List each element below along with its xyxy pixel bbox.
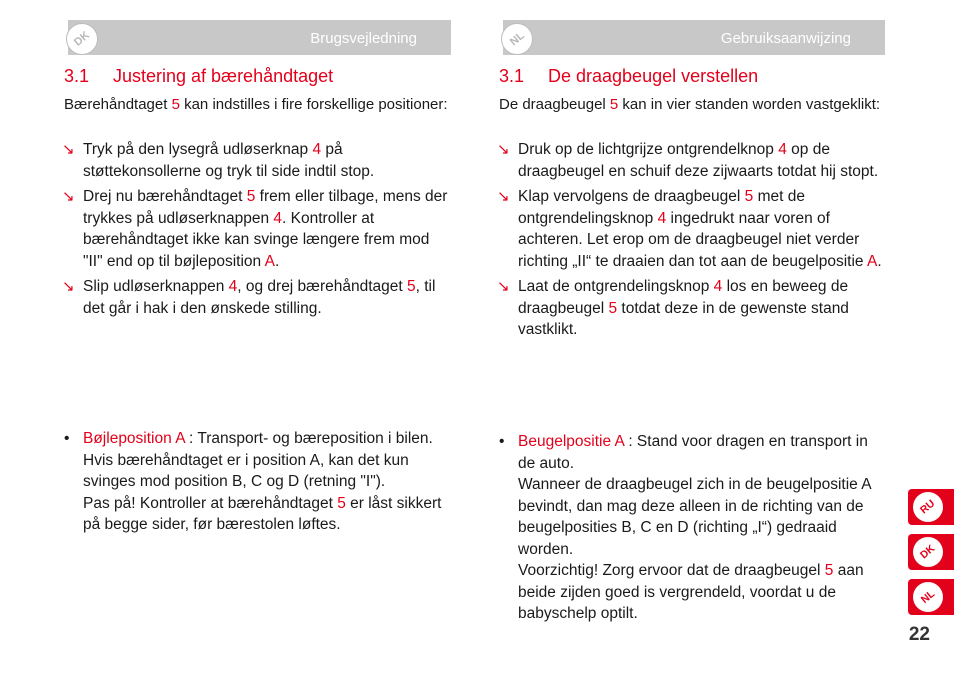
tab-dk[interactable] <box>908 534 954 570</box>
intro-text: Bærehåndtaget 5 kan indstilles i fire forskellige positioner: <box>64 96 448 113</box>
step-list <box>499 139 885 345</box>
section-title-text: Justering af bærehåndtaget <box>113 66 334 86</box>
intro-text: De draagbeugel 5 kan in vier standen worden vastgeklikt: <box>499 96 881 113</box>
language-badge: DK <box>66 23 98 55</box>
step-item: ↘ Tryk på den lysegrå udløserknap 4 på støttekonsollerne og tryk til side indtil stop. <box>62 141 375 180</box>
header-title: Gebruiksaanwijzing <box>720 30 851 47</box>
step-item: ↘ Slip udløserknappen 4, og drej bærehåndtaget 5, til det går i hak i den ønskede stilling. <box>62 278 436 317</box>
language-badge: DK <box>913 537 943 567</box>
step-list <box>64 139 451 323</box>
step-item: ↘ Laat de ontgrendelingsknop 4 los en beweeg de draagbeugel 5 totdat deze in de gewenste stand vastklikt. <box>497 278 849 338</box>
language-tabs <box>908 489 954 624</box>
column-nl <box>497 20 885 622</box>
step-item: ↘ Drej nu bærehåndtaget 5 frem eller tilbage, mens der trykkes på udløserknappen 4. Kontroller at bærehåndtaget ikke kan svinge længere frem mod "II" end op til bøjleposition A. <box>62 188 448 270</box>
section-title <box>64 66 333 87</box>
bullet-icon: • <box>64 430 70 447</box>
column-dk <box>62 20 451 533</box>
note-label: Beugelpositie A <box>518 433 625 450</box>
tab-nl[interactable] <box>908 579 954 615</box>
arrow-icon: ↘ <box>497 278 510 295</box>
section-number: 3.1 <box>499 66 525 86</box>
arrow-icon: ↘ <box>62 278 75 295</box>
language-badge: NL <box>913 582 943 612</box>
note-label: Bøjleposition A <box>83 430 185 447</box>
page-number: 22 <box>908 624 930 645</box>
step-item: ↘ Klap vervolgens de draagbeugel 5 met de ontgrendelingsknop 4 ingedrukt naar voren of achteren. Let erop om de draagbeugel niet verder richting „II“ te draaien dan tot aan de beugelpositie A. <box>497 188 882 270</box>
step-item: ↘ Druk op de lichtgrijze ontgrendelknop 4 op de draagbeugel en schuif deze zijwaarts totdat hij stopt. <box>497 141 879 180</box>
header-bar <box>68 20 451 55</box>
note-block: • Bøjleposition A : Transport- og bæreposition i bilen. Hvis bærehåndtaget er i position A, kan det kun svinges mod position B, C og D (retning "I"). Pas på! Kontroller at bærehåndtaget 5 er låst sikkert på begge sider, før bærestolen løftes. <box>64 430 442 533</box>
arrow-icon: ↘ <box>62 188 75 205</box>
section-title-text: De draagbeugel verstellen <box>548 66 759 86</box>
language-badge: NL <box>501 23 533 55</box>
language-badge: RU <box>913 492 943 522</box>
warning-label: Voorzichtig! <box>518 562 599 579</box>
bullet-icon: • <box>499 433 505 450</box>
arrow-icon: ↘ <box>62 141 75 158</box>
note-block: • Beugelpositie A : Stand voor dragen en transport in de auto. Wanneer de draagbeugel zich in de beugelpositie A bevindt, dan mag deze alleen in de richting van de beugelposities B, C en D (richting „I“) gedraaid worden. Voorzichtig! Zorg ervoor dat de draagbeugel 5 aan beide zijden goed is vergrendeld, voordat u de babyschelp optilt. <box>499 433 871 622</box>
arrow-icon: ↘ <box>497 188 510 205</box>
header-bar <box>503 20 885 55</box>
section-number: 3.1 <box>64 66 90 86</box>
header-title: Brugsvejledning <box>310 30 417 47</box>
warning-label: Pas på! <box>83 494 136 512</box>
tab-ru[interactable] <box>908 489 954 525</box>
arrow-icon: ↘ <box>497 141 510 158</box>
section-title <box>499 66 758 87</box>
